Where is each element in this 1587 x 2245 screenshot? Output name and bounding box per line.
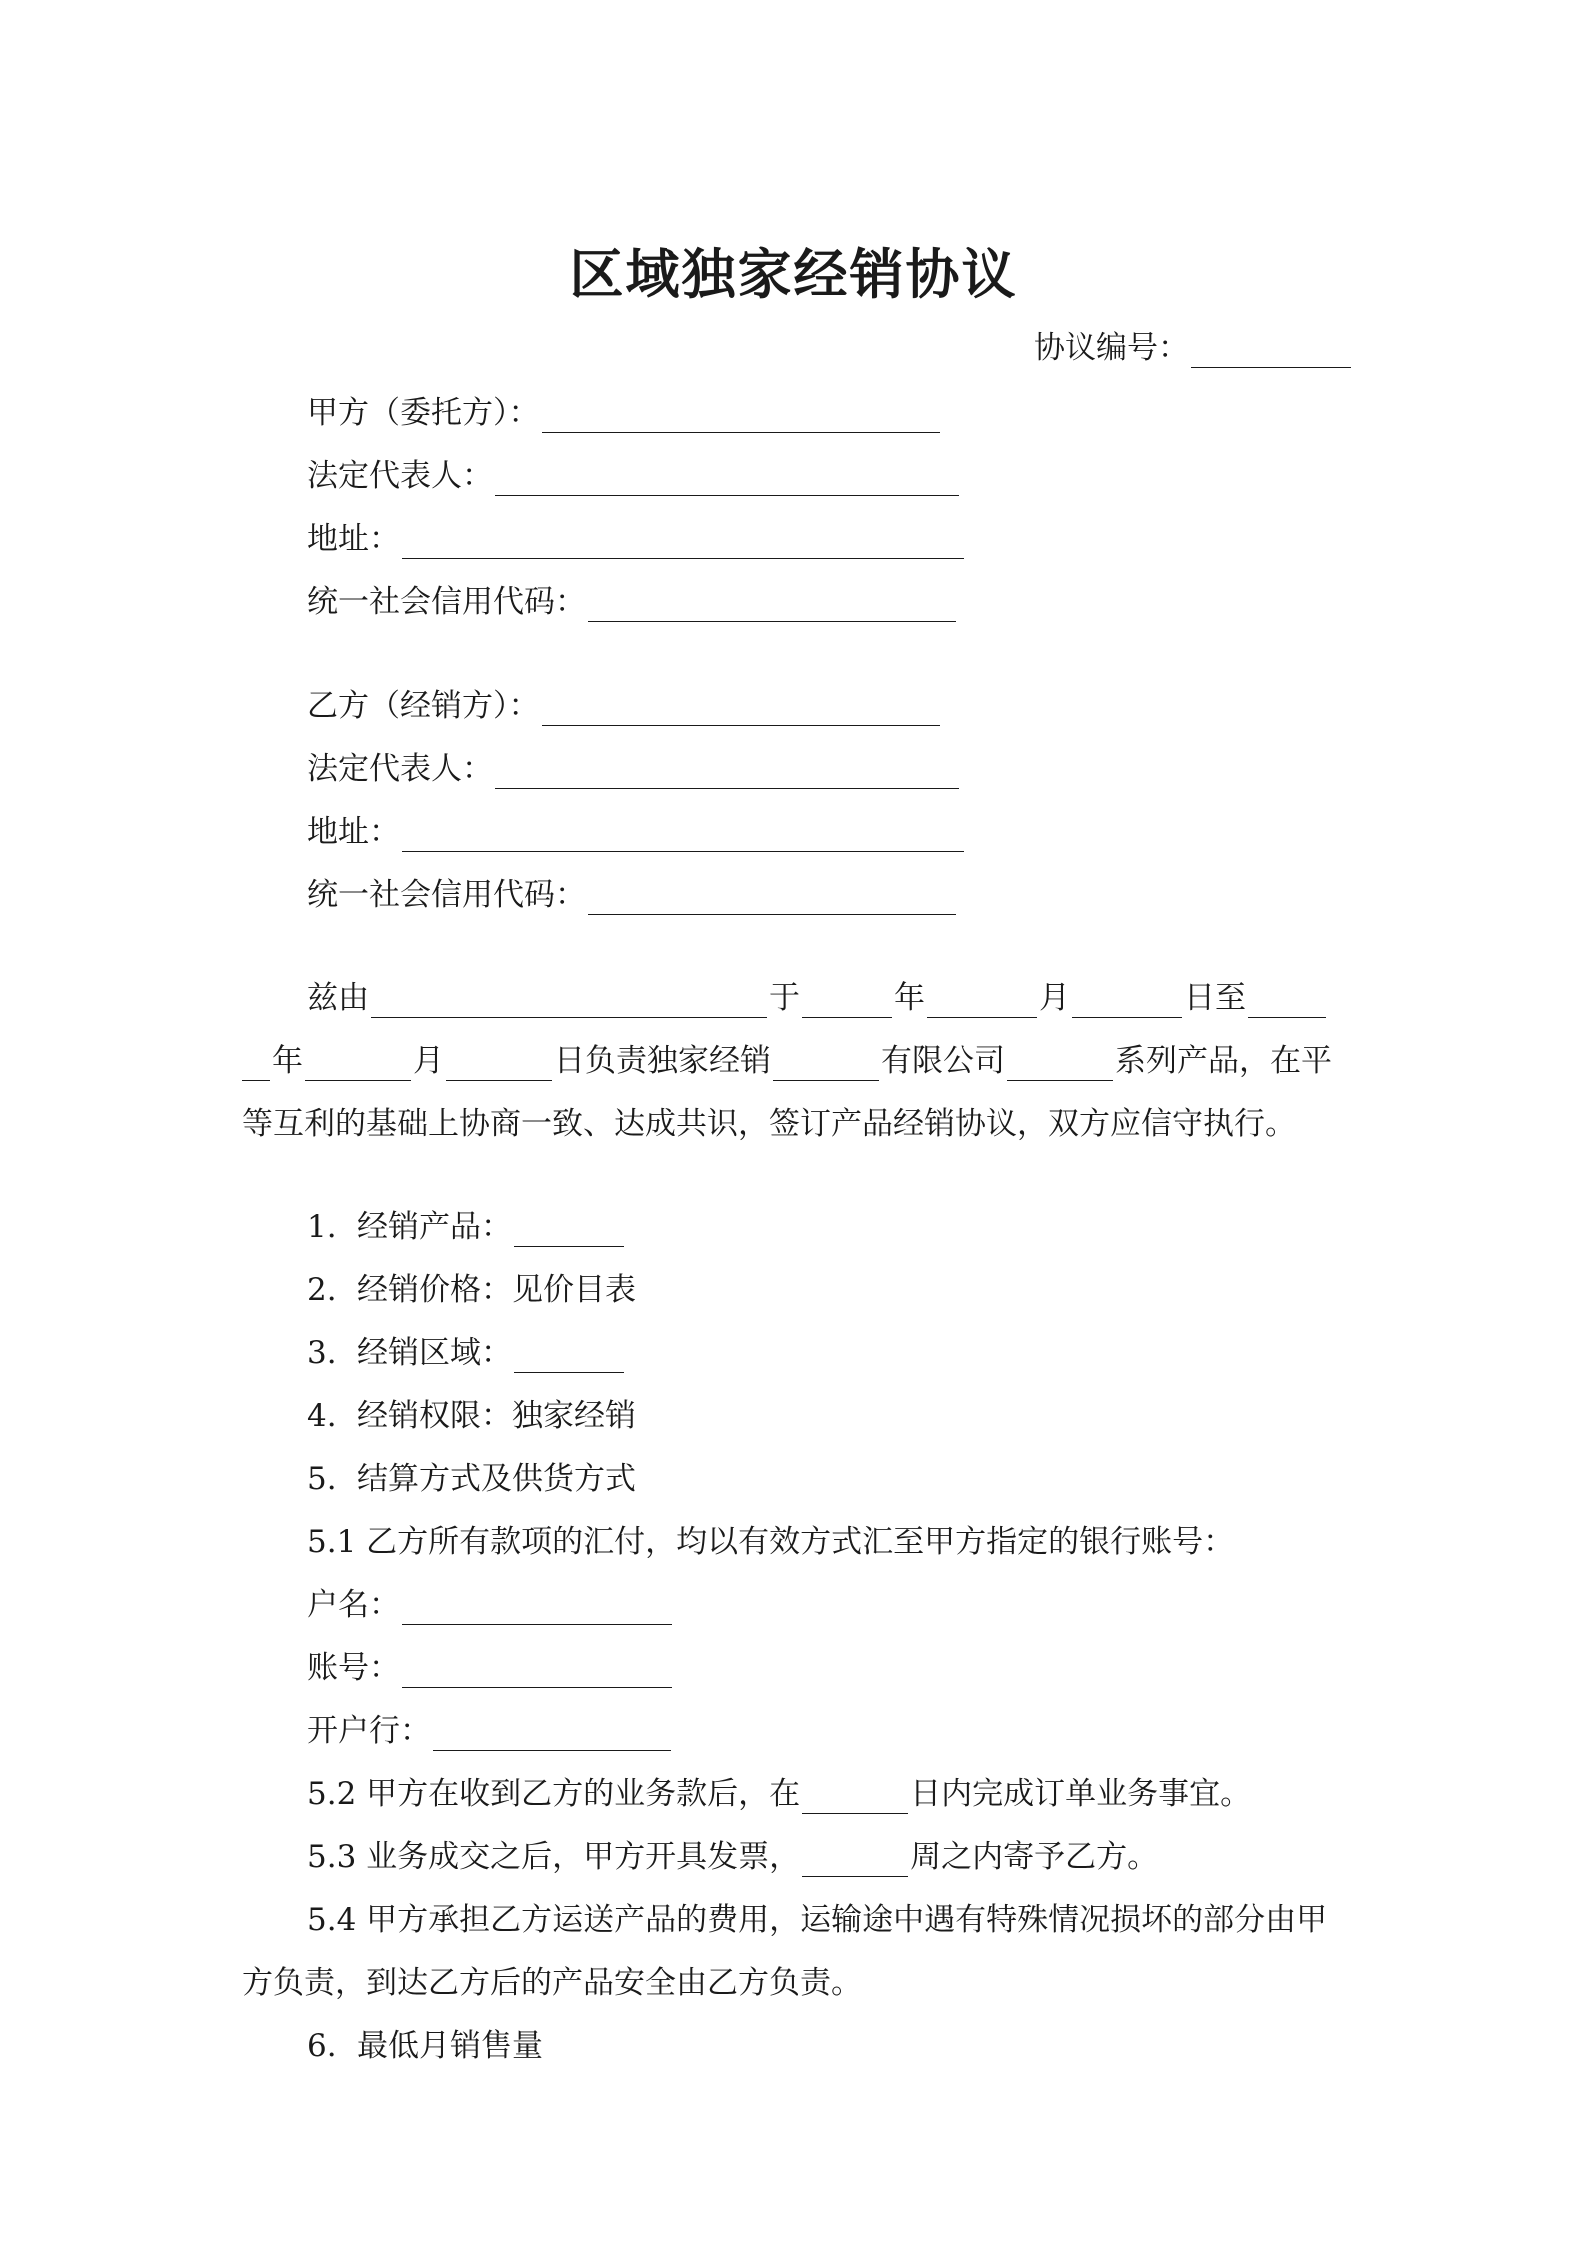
party-a-address-blank	[402, 528, 964, 559]
clause-5-1: 5.1 乙方所有款项的汇付，均以有效方式汇至甲方指定的银行账号：	[307, 1524, 1235, 1560]
clause-1	[307, 1207, 626, 1247]
clause-3	[307, 1333, 626, 1373]
clause-2	[307, 1270, 636, 1310]
preamble-text: 年	[272, 1043, 303, 1079]
clause-6	[307, 2026, 543, 2066]
clause-text: 5.2 甲方在收到乙方的业务款后，在	[307, 1776, 801, 1812]
clause-5-2	[307, 1774, 1251, 1814]
preamble-line-1	[307, 978, 1328, 1018]
party-b-rep-label: 法定代表人：	[307, 751, 493, 787]
blank-bank	[433, 1720, 671, 1751]
blank-year	[802, 987, 892, 1018]
blank-days	[802, 1783, 908, 1814]
clause-text: 周之内寄予乙方。	[910, 1839, 1159, 1875]
party-b-credit-code-label: 统一社会信用代码：	[307, 877, 586, 913]
blank-end-month	[305, 1050, 411, 1081]
party-a-rep-label: 法定代表人：	[307, 458, 493, 494]
clause-label: 经销产品：	[357, 1209, 512, 1245]
party-a-name-label: 甲方（委托方）：	[307, 395, 540, 431]
preamble-text: 于	[769, 980, 800, 1016]
party-b-credit-code-row	[307, 875, 958, 915]
blank-end-year-part2	[242, 1050, 270, 1081]
preamble-text: 月	[1039, 980, 1070, 1016]
agreement-number-row	[1034, 328, 1353, 368]
agreement-number-blank	[1191, 337, 1351, 368]
document-title: 区域独家经销协议	[569, 243, 1018, 306]
agreement-number-label: 协议编号：	[1034, 330, 1189, 366]
clause-5-3	[307, 1837, 1158, 1877]
blank-month	[927, 987, 1037, 1018]
party-b-name-label: 乙方（经销方）：	[307, 688, 540, 724]
party-a-address-row	[307, 519, 966, 559]
clause-5-4-line-2: 方负责，到达乙方后的产品安全由乙方负责。	[242, 1965, 862, 2001]
party-b-rep-blank	[495, 758, 959, 789]
clause-text: 最低月销售量	[357, 2028, 543, 2064]
bank-label: 开户行：	[307, 1713, 431, 1749]
preamble-text: 兹由	[307, 980, 369, 1016]
blank-series	[1007, 1050, 1113, 1081]
blank-account-number	[402, 1657, 672, 1688]
clause-4	[307, 1396, 636, 1436]
party-b-name-row	[307, 686, 942, 726]
clause-text: 结算方式及供货方式	[357, 1461, 636, 1497]
blank-day	[1072, 987, 1182, 1018]
party-b-address-blank	[402, 821, 964, 852]
party-a-name-blank	[542, 402, 940, 433]
preamble-text: 系列产品，在平	[1115, 1043, 1332, 1079]
clause-number: 5.	[307, 1461, 337, 1497]
preamble-text: 日至	[1184, 980, 1246, 1016]
party-b-credit-code-blank	[588, 884, 956, 915]
preamble-line-3: 等互利的基础上协商一致、达成共识，签订产品经销协议，双方应信守执行。	[242, 1106, 1296, 1142]
party-a-address-label: 地址：	[307, 521, 400, 557]
clause-text: 日内完成订单业务事宜。	[910, 1776, 1252, 1812]
party-b-address-label: 地址：	[307, 814, 400, 850]
party-b-address-row	[307, 812, 966, 852]
preamble-text: 年	[894, 980, 925, 1016]
preamble-text: 有限公司	[881, 1043, 1005, 1079]
party-b-rep-row	[307, 749, 961, 789]
account-name-label: 户名：	[307, 1587, 400, 1623]
clause-5	[307, 1459, 636, 1499]
party-a-rep-row	[307, 456, 961, 496]
clause-number: 1.	[307, 1209, 337, 1245]
clause-number: 2.	[307, 1272, 337, 1308]
account-number-row	[307, 1648, 674, 1688]
blank-end-year-part1	[1248, 987, 1326, 1018]
preamble-text: 月	[413, 1043, 444, 1079]
clause-text: 5.3 业务成交之后，甲方开具发票，	[307, 1839, 801, 1875]
clause-number: 6.	[307, 2028, 337, 2064]
account-number-label: 账号：	[307, 1650, 400, 1686]
blank-end-day	[446, 1050, 552, 1081]
party-a-name-row	[307, 393, 942, 433]
blank-product	[514, 1216, 624, 1247]
blank-weeks	[802, 1846, 908, 1877]
blank-party-name	[371, 987, 767, 1018]
blank-region	[514, 1342, 624, 1373]
preamble-line-2	[242, 1041, 1332, 1081]
clause-number: 3.	[307, 1335, 337, 1371]
account-name-row	[307, 1585, 674, 1625]
clause-label: 经销区域：	[357, 1335, 512, 1371]
blank-company	[773, 1050, 879, 1081]
blank-account-name	[402, 1594, 672, 1625]
party-a-credit-code-label: 统一社会信用代码：	[307, 584, 586, 620]
clause-number: 4.	[307, 1398, 337, 1434]
party-b-name-blank	[542, 695, 940, 726]
clause-text: 经销权限：独家经销	[357, 1398, 636, 1434]
party-a-credit-code-row	[307, 582, 958, 622]
preamble-text: 日负责独家经销	[554, 1043, 771, 1079]
clause-5-4-line-1: 5.4 甲方承担乙方运送产品的费用，运输途中遇有特殊情况损坏的部分由甲	[307, 1902, 1328, 1938]
party-a-rep-blank	[495, 465, 959, 496]
bank-row	[307, 1711, 673, 1751]
clause-text: 经销价格：见价目表	[357, 1272, 636, 1308]
party-a-credit-code-blank	[588, 591, 956, 622]
